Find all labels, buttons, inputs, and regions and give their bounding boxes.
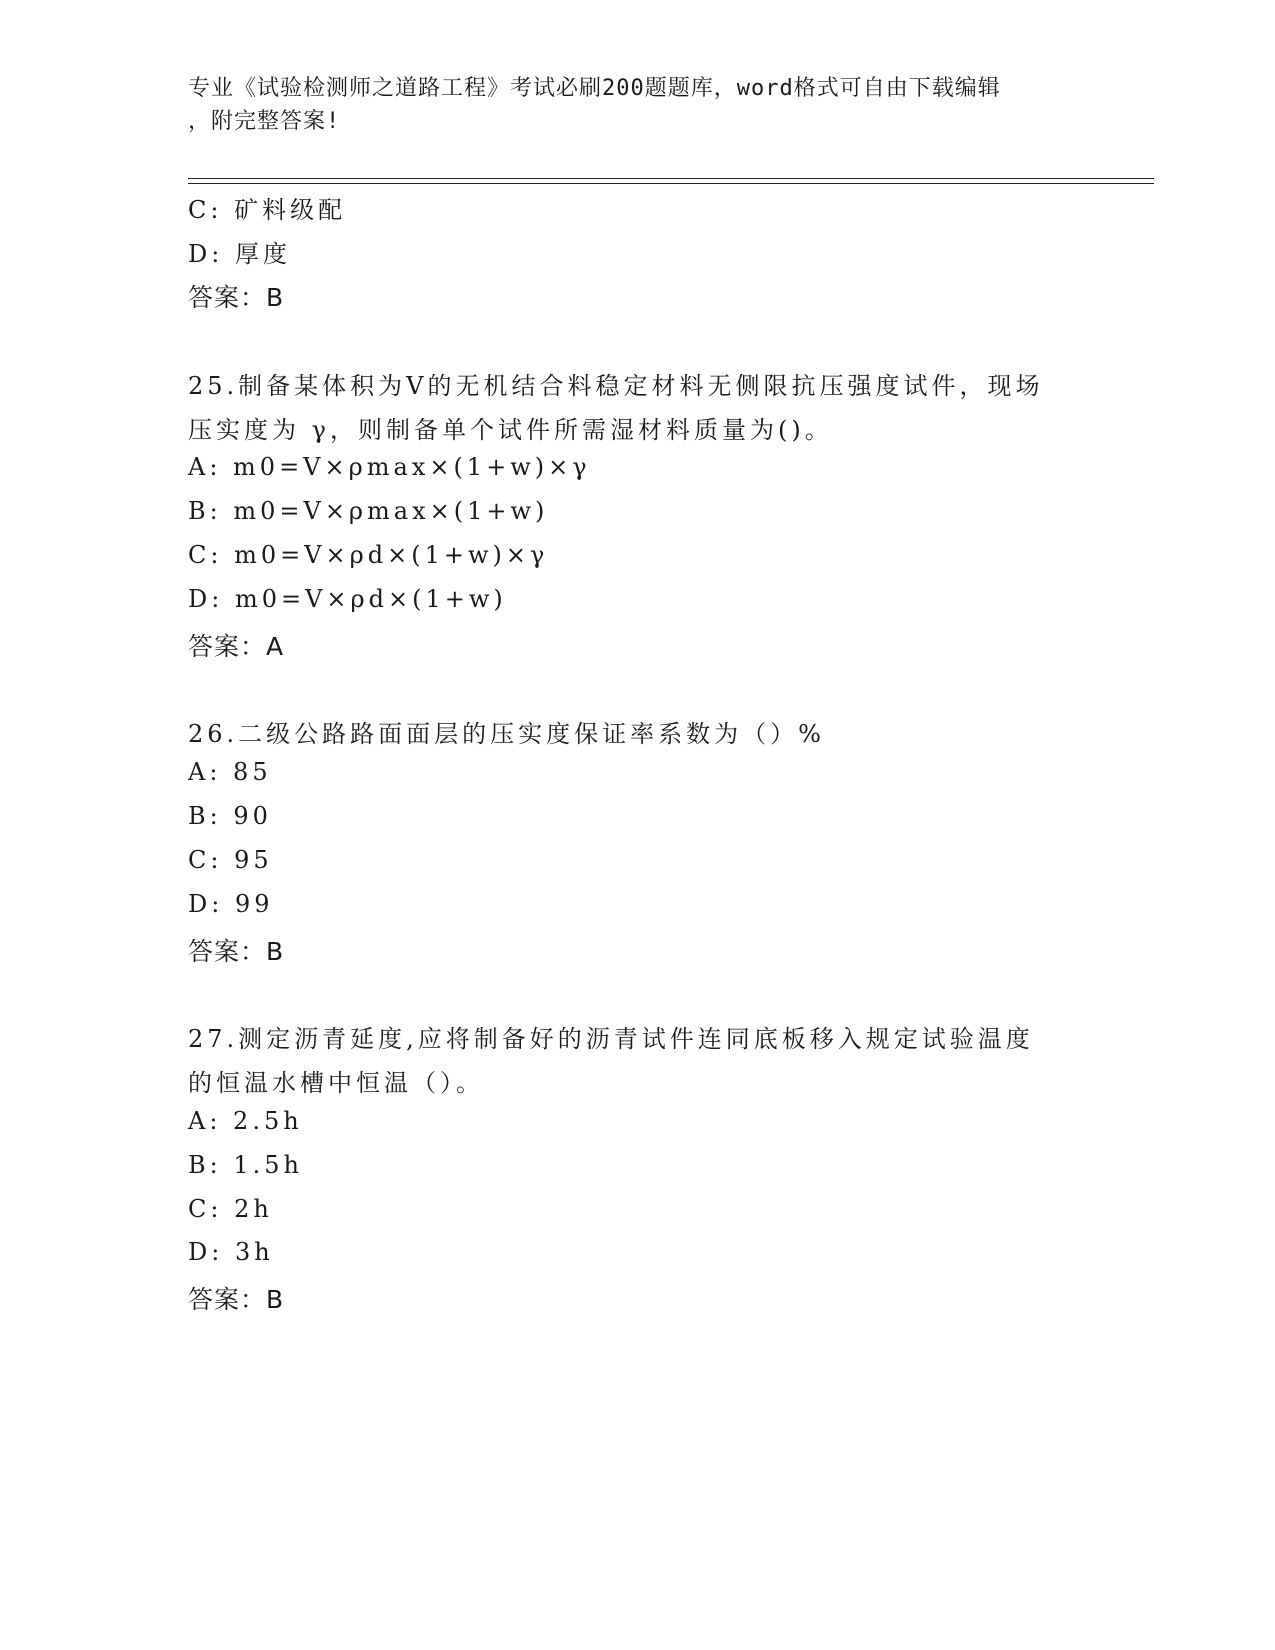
- q27-answer: 答案：B: [188, 1285, 285, 1314]
- header-divider-bottom: [188, 183, 1154, 184]
- q25-option-a: A: m0=V×ρmax×(1+w)×γ: [188, 453, 591, 481]
- q26-text-line-1: 26.二级公路路面面层的压实度保证率系数为（）%: [188, 720, 825, 748]
- q27-text-line-1: 27.测定沥青延度,应将制备好的沥青试件连同底板移入规定试验温度: [188, 1025, 1034, 1053]
- q25-answer: 答案：A: [188, 632, 285, 661]
- q27-text-line-2: 的恒温水槽中恒温（）。: [188, 1069, 484, 1097]
- prev-option-d: D: 厚度: [188, 240, 291, 268]
- prev-answer: 答案：B: [188, 283, 285, 312]
- q27-option-d: D: 3h: [188, 1238, 274, 1266]
- q27-option-b: B: 1.5h: [188, 1151, 303, 1179]
- header-title-line-2: ，附完整答案!: [188, 109, 341, 134]
- q26-option-c: C: 95: [188, 846, 273, 874]
- header-title-line-1: 专业《试验检测师之道路工程》考试必刷200题题库，word格式可自由下载编辑: [188, 76, 1001, 101]
- q25-option-c: C: m0=V×ρd×(1+w)×γ: [188, 541, 549, 569]
- q25-option-b: B: m0=V×ρmax×(1+w): [188, 497, 549, 525]
- q26-option-b: B: 90: [188, 802, 272, 830]
- q27-option-c: C: 2h: [188, 1195, 273, 1223]
- header-divider-top: [188, 178, 1154, 179]
- q25-text-line-1: 25.制备某体积为V的无机结合料稳定材料无侧限抗压强度试件，现场: [188, 372, 1044, 400]
- q26-answer: 答案：B: [188, 937, 285, 966]
- q25-text-line-2: 压实度为 γ，则制备单个试件所需湿材料质量为()。: [188, 416, 833, 444]
- document-header: [188, 72, 1088, 138]
- q27-option-a: A: 2.5h: [188, 1107, 303, 1135]
- q25-option-d: D: m0=V×ρd×(1+w): [188, 585, 507, 613]
- q26-option-d: D: 99: [188, 890, 274, 918]
- prev-option-c: C: 矿料级配: [188, 196, 347, 224]
- q26-option-a: A: 85: [188, 758, 272, 786]
